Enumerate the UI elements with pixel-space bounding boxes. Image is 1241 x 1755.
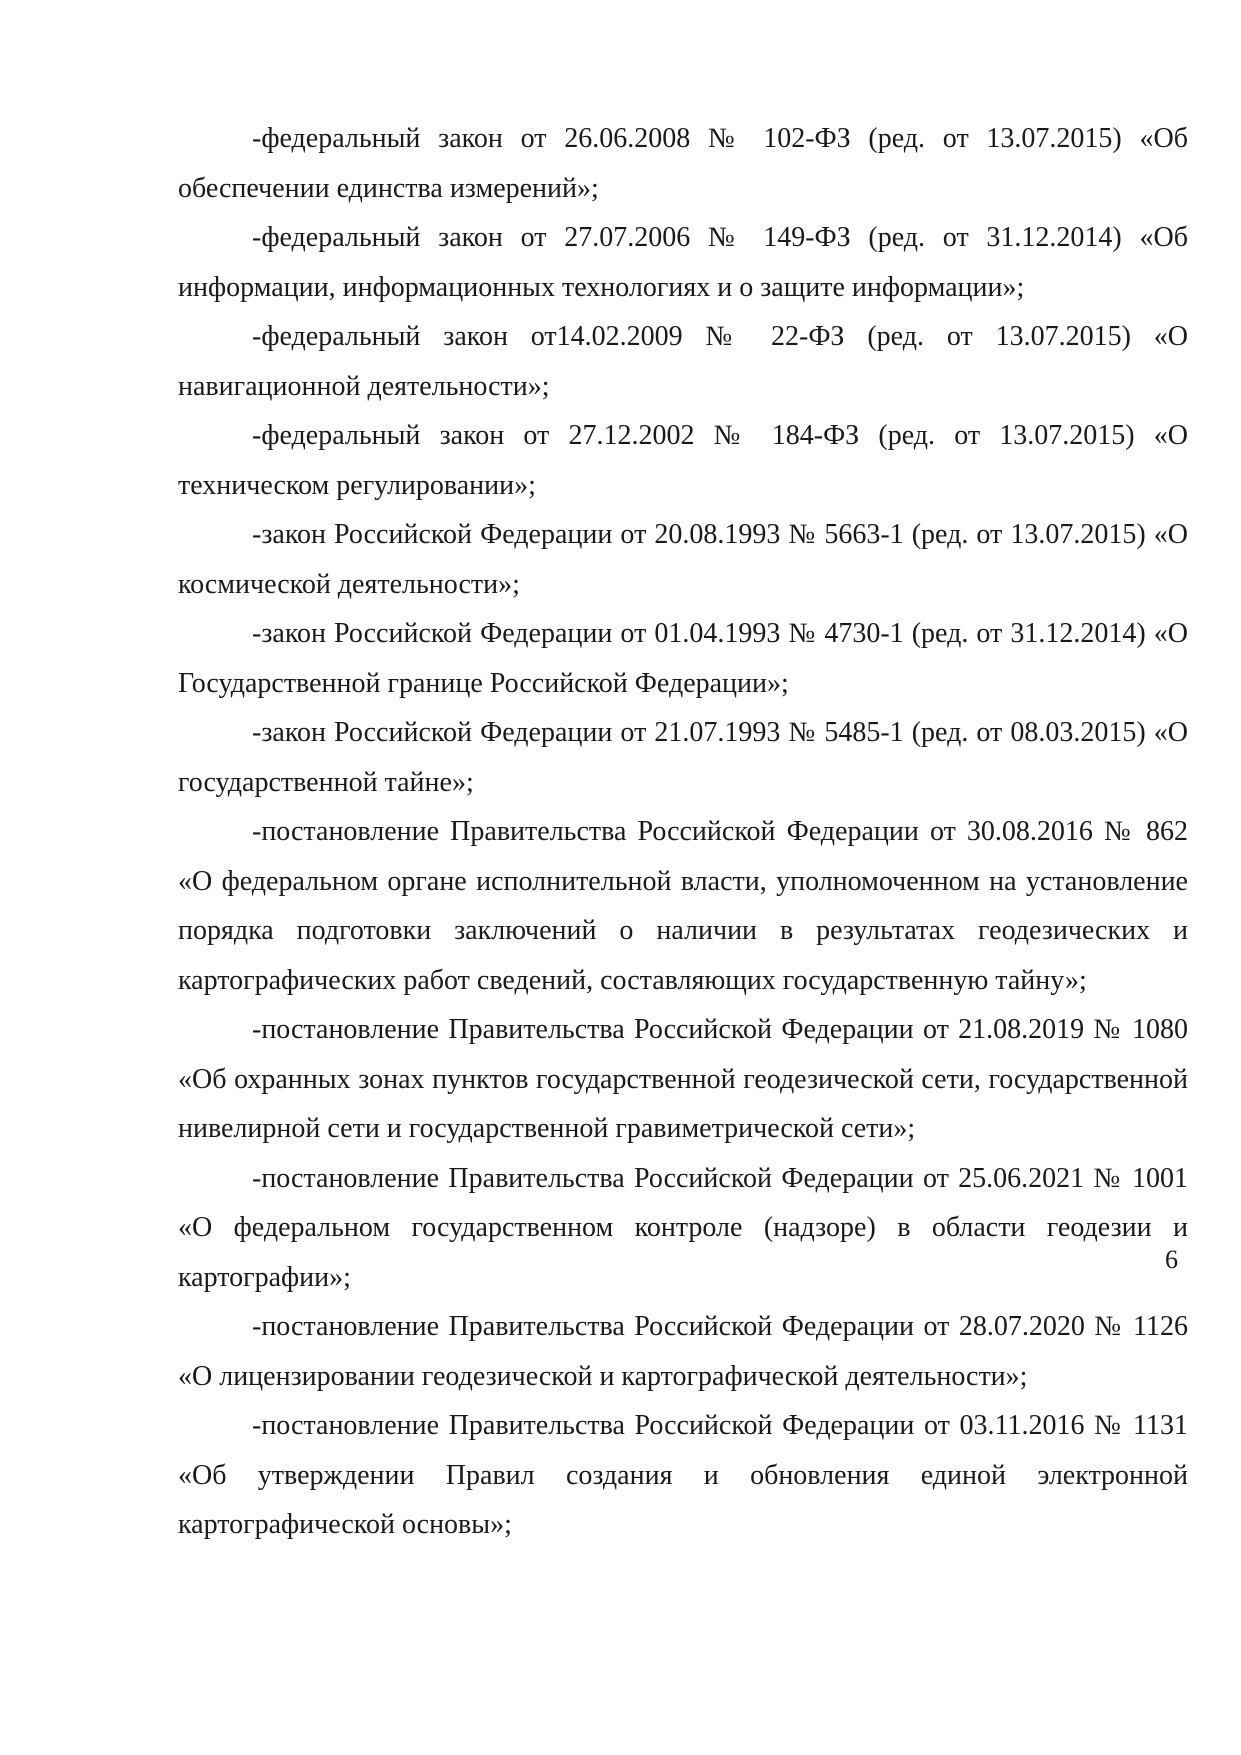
list-item: -федеральный закон от 27.07.2006 № 149-ФЗ (ред. от 31.12.2014) «Об информации, информационных технологиях и о защите информации»;: [178, 222, 1188, 303]
list-item: -закон Российской Федерации от 01.04.1993 № 4730-1 (ред. от 31.12.2014) «О Государственной границе Российской Федерации»;: [178, 618, 1188, 699]
page-number: 6: [1165, 1245, 1178, 1274]
list-item: -федеральный закон от 27.12.2002 № 184-ФЗ (ред. от 13.07.2015) «О техническом регулировании»;: [178, 420, 1188, 501]
list-item: -постановление Правительства Российской Федерации от 28.07.2020 № 1126 «О лицензировании геодезической и картографической деятельности»;: [178, 1311, 1188, 1392]
document-body: [178, 114, 1188, 1550]
list-item: -постановление Правительства Российской Федерации от 30.08.2016 № 862 «О федеральном органе исполнительной власти, уполномоченном на установление порядка подготовки заключений о наличии в результатах геодезических и картографических работ сведений, составляющих государственную тайну»;: [178, 816, 1188, 996]
list-item: -федеральный закон от14.02.2009 № 22-ФЗ (ред. от 13.07.2015) «О навигационной деятельности»;: [178, 321, 1188, 402]
list-item: -постановление Правительства Российской Федерации от 21.08.2019 № 1080 «Об охранных зонах пунктов государственной геодезической сети, государственной нивелирной сети и государственной гравиметрической сети»;: [178, 1014, 1188, 1144]
list-item: -федеральный закон от 26.06.2008 № 102-ФЗ (ред. от 13.07.2015) «Об обеспечении единства измерений»;: [178, 123, 1188, 204]
list-item: -закон Российской Федерации от 21.07.1993 № 5485-1 (ред. от 08.03.2015) «О государственной тайне»;: [178, 717, 1188, 798]
list-item: -закон Российской Федерации от 20.08.1993 № 5663-1 (ред. от 13.07.2015) «О космической деятельности»;: [178, 519, 1188, 600]
list-item: -постановление Правительства Российской Федерации от 25.06.2021 № 1001 «О федеральном государственном контроле (надзоре) в области геодезии и картографии»;: [178, 1162, 1188, 1293]
list-item: -постановление Правительства Российской Федерации от 03.11.2016 № 1131 «Об утверждении Правил создания и обновления единой электронной картографической основы»;: [178, 1410, 1188, 1540]
